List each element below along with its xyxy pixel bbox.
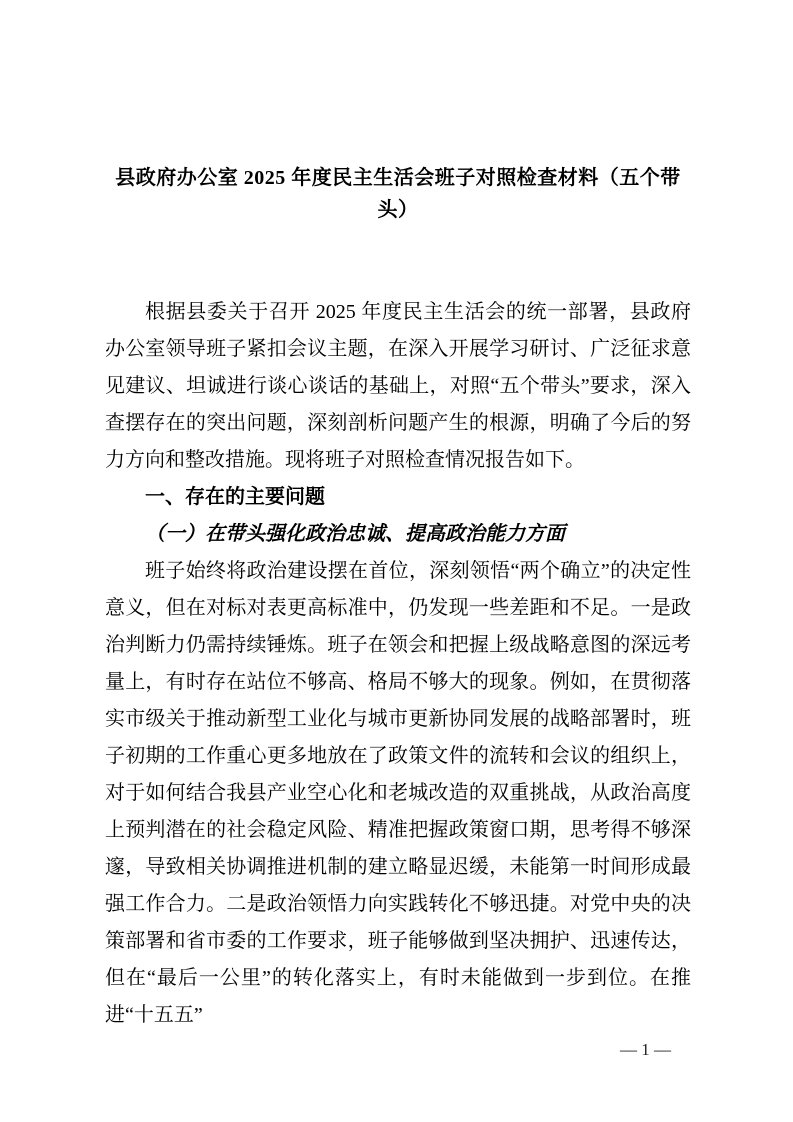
document-content xyxy=(105,0,691,1034)
body-paragraph-political-analysis: 班子始终将政治建设摆在首位，深刻领悟“两个确立”的决定性意义，但在对标对表更高标准中，仍发现一些差距和不足。一是政治判断力仍需持续锤炼。班子在领会和把握上级战略意图的深远考量上，有时存在站位不够高、格局不够大的现象。例如，在贯彻落实市级关于推动新型工业化与城市更新协同发展的战略部署时，班子初期的工作重心更多地放在了政策文件的流转和会议的组织上，对于如何结合我县产业空心化和老城改造的双重挑战，从政治高度上预判潜在的社会稳定风险、精准把握政策窗口期，思考得不够深邃，导致相关协调推进机制的建立略显迟缓，未能第一时间形成最强工作合力。二是政治领悟力向实践转化不够迅捷。对党中央的决策部署和省市委的工作要求，班子能够做到坚决拥护、迅速传达，但在“最后一公里”的转化落实上，有时未能做到一步到位。在推进“十五五” xyxy=(105,560,691,1026)
section-heading-main-problems: 一、存在的主要问题 xyxy=(145,486,325,508)
page-number: — 1 — xyxy=(620,1040,671,1059)
intro-paragraph: 根据县委关于召开 2025 年度民主生活会的统一部署，县政府办公室领导班子紧扣会议主题，在深入开展学习研讨、广泛征求意见建议、坦诚进行谈心谈话的基础上，对照“五个带头”要求，深入查摆存在的突出问题，深刻剖析问题产生的根源，明确了今后的努力方向和整改措施。现将班子对照检查情况报告如下。 xyxy=(105,301,691,471)
subsection-heading-political-loyalty: （一）在带头强化政治忠诚、提高政治能力方面 xyxy=(145,523,565,545)
document-title: 县政府办公室 2025 年度民主生活会班子对照检查材料（五个带头） xyxy=(115,167,681,221)
